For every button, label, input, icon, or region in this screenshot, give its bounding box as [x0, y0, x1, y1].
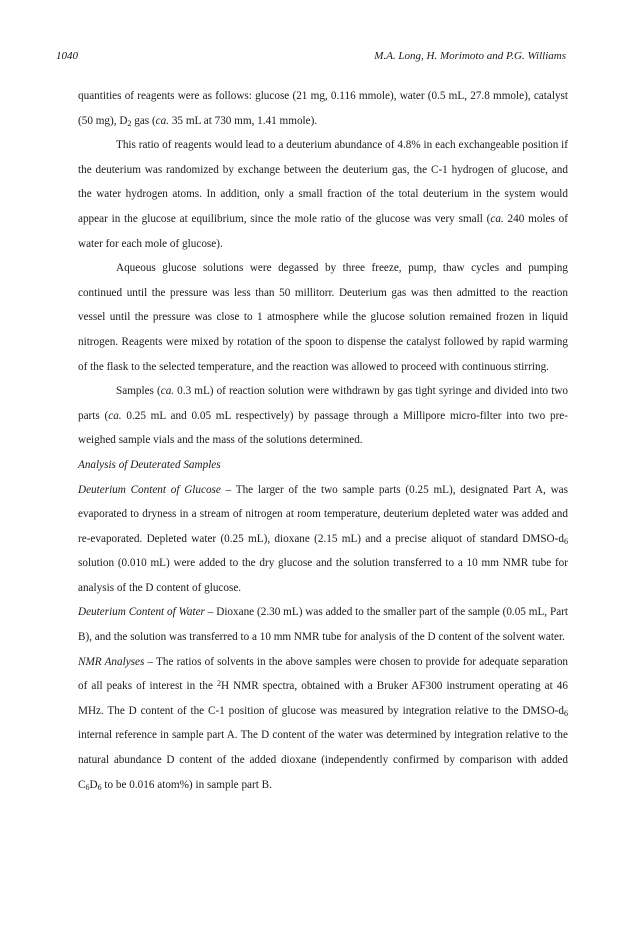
paragraph-water-content: Deuterium Content of Water – Dioxane (2.30 mL) was added to the smaller part of the sample (0.05 mL, Part B), and the solution was transferred to a 10 mm NMR tube for analysis of the D content of the solvent water.: [78, 606, 568, 644]
page-number: 1040: [56, 50, 78, 62]
paragraph-nmr-analyses: NMR Analyses – The ratios of solvents in the above samples were chosen to provide for adequate separation of all peaks of interest in the $^2$H NMR spectra, obtained with a Bruker AF300 instrument operating at 46 MHz. The D content of the C-1 position of glucose was measured by integration relative to the DMSO-$d_6$ internal reference in sample part A. The D content of the water was determined by integration relative to the natural abundance D content of the added dioxane (independently confirmed by comparison with added $C_6D_6$ to be 0.016 atom%) in sample part B.: [78, 655, 569, 792]
section-heading: Analysis of Deuterated Samples: [78, 458, 221, 471]
paragraph-reagent-quantities: quantities of reagents were as follows: glucose (21 mg, 0.116 mmole), water (0.5 mL, 27.8 mmole), catalyst (50 mg), $D_2$ gas (ca. 35 mL at 730 mm, 1.41 mmole).: [78, 90, 568, 128]
runin-heading: Deuterium Content of Water: [78, 606, 205, 619]
paragraph-reagent-ratio: This ratio of reagents would lead to a deuterium abundance of 4.8% in each exchangeable position if the deuterium was randomized by exchange between the deuterium gas, the C-1 hydrogen of glucose, and the water hydrogen atoms. In addition, only a small fraction of the total deuterium in the system would appear in the glucose at equilibrium, since the mole ratio of the glucose was very small (ca. 240 moles of water for each mole of glucose).: [78, 139, 568, 250]
paragraph-sampling: Samples (ca. 0.3 mL) of reaction solution were withdrawn by gas tight syringe and divided into two parts (ca. 0.25 mL and 0.05 mL respectively) by passage through a Millipore micro-filter into two pre-weighed sample vials and the mass of the solutions determined.: [78, 385, 569, 447]
runin-heading: NMR Analyses: [78, 655, 145, 668]
running-header: [56, 49, 566, 63]
paragraph-glucose-content: Deuterium Content of Glucose – The larger of the two sample parts (0.25 mL), designated Part A, was evaporated to dryness in a stream of nitrogen at room temperature, deuterium depleted water was added and re-evaporated. Depleted water (0.25 mL), dioxane (2.15 mL) and a precise aliquot of standard DMSO-$d_6$ solution (0.010 mL) were added to the dry glucose and the solution transferred to a 10 mm NMR tube for analysis of the D content of glucose.: [78, 483, 568, 594]
paragraph-degassing: Aqueous glucose solutions were degassed by three freeze, pump, thaw cycles and pumping continued until the pressure was less than 50 millitorr. Deuterium gas was then admitted to the reaction vessel until the pressure was close to 1 atmosphere while the glucose solution remained frozen in liquid nitrogen. Reagents were mixed by rotation of the spoon to dispense the catalyst followed by rapid warming of the flask to the selected temperature, and the reaction was allowed to proceed with continuous stirring.: [78, 262, 568, 373]
author-line: M.A. Long, H. Morimoto and P.G. Williams: [374, 50, 566, 62]
runin-heading: Deuterium Content of Glucose: [78, 483, 221, 496]
body-text: [78, 84, 568, 797]
